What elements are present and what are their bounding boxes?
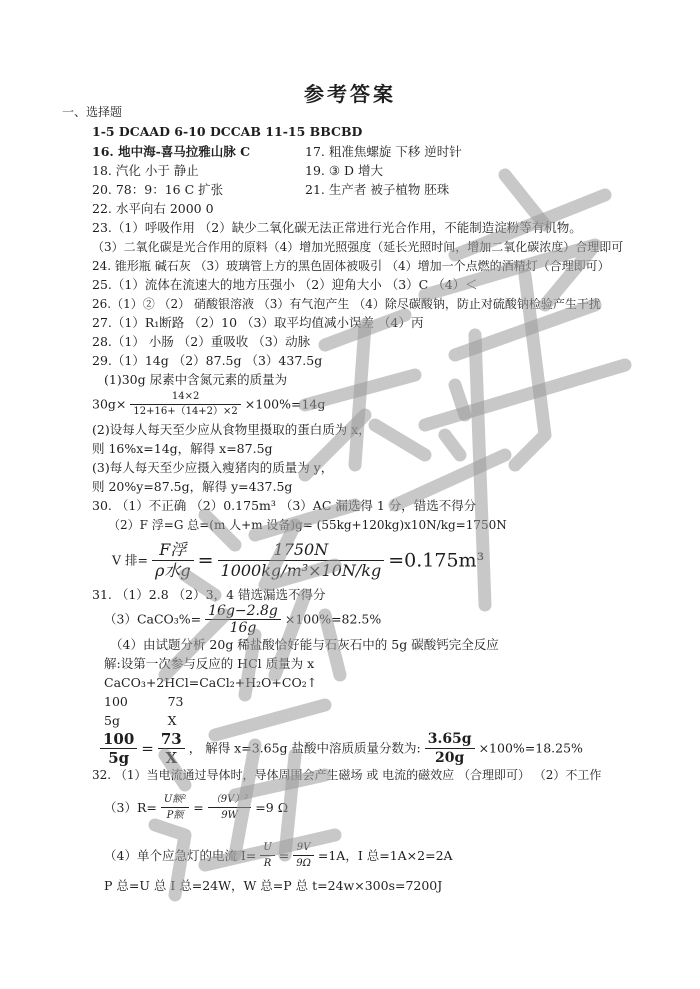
answer-30: 30. （1）不正确 （2）0.175m³ （3）AC 漏选得 1 分，错选不得分 (92, 498, 477, 513)
fraction-numerator: 3.65g (425, 730, 475, 749)
percent-prefix: （3）CaCO₃%= (104, 611, 202, 627)
page-title: 参考答案 (304, 82, 396, 106)
answer-26: 26.（1）② （2） 硝酸银溶液 （3）有气泡产生 （4）除尽碳酸钠，防止对硫酸钠检验产生干扰 (92, 297, 601, 311)
answer-18: 18. 汽化 小于 静止 (92, 163, 199, 178)
nitrogen-fraction (130, 390, 240, 419)
answer-31-amounts: 5g X (104, 713, 177, 728)
answer-17: 17. 粗准焦螺旋 下移 逆时针 (305, 144, 462, 159)
fraction-denominator: 1000kg/m³×10N/kg (220, 561, 382, 580)
answer-20: 20. 78：9：16 C 扩张 (92, 182, 224, 197)
percent-result: ×100%=82.5% (284, 611, 382, 627)
proportion-fraction-right (158, 730, 185, 767)
answer-31-equation: CaCO₃+2HCl=CaCl₂+H₂O+CO₂↑ (104, 675, 318, 690)
answer-28: 28.（1） 小肠 （2）重吸收 （3）动脉 (92, 334, 311, 349)
equals-sign: = (193, 800, 204, 815)
resistance-result: =9 Ω (255, 800, 289, 815)
answer-29-step1: (1)30g 尿素中含氮元素的质量为 (104, 372, 288, 387)
volume-fraction-numeric (218, 540, 385, 581)
answer-27: 27.（1）R₁断路 （2）10 （3）取平均值减小误差 （4）丙 (92, 315, 424, 330)
answer-29-step2-calc: 则 16%x=14g，解得 x=87.5g (92, 441, 273, 456)
answer-23-cont: （3）二氧化碳是光合作用的原料（4）增加光照强度（延长光照时间，增加二氧化碳浓度）合理即可 (92, 240, 624, 254)
answer-16 (92, 144, 250, 160)
answer-29-formula (92, 390, 325, 419)
answer-29-step3: (3)每人每天至少应摄入瘦猪肉的质量为 y， (92, 460, 334, 475)
fraction-numerator: 16g−2.8g (205, 603, 281, 620)
fraction-numerator: U (260, 840, 274, 856)
answer-31-setup: 解:设第一次参与反应的 HCl 质量为 x (104, 656, 315, 671)
volume-prefix: V 排= (112, 552, 148, 568)
answer-31-masses: 100 73 (104, 694, 184, 709)
proportion-fraction-left (100, 730, 137, 767)
answer-32-current (104, 840, 453, 871)
equals-sign: = (197, 549, 214, 572)
answer-23: 23.（1）呼吸作用 （2）缺少二氧化碳无法正常进行光合作用，不能制造淀粉等有机物。 (92, 220, 582, 235)
resistance-fraction-numeric (208, 792, 252, 823)
answer-19: 19. ③ D 增大 (305, 163, 384, 178)
answer-32-energy: P 总=U 总 I 总=24W，W 总=P 总 t=24w×300s=7200J (104, 878, 443, 893)
answer-31-percent (104, 603, 381, 636)
fraction-numerator: 14×2 (130, 390, 240, 405)
fraction-denominator: 5g (108, 749, 130, 767)
fraction-denominator: 16g (229, 620, 257, 636)
current-fraction-symbolic (260, 840, 274, 871)
fraction-numerator: （9V）² (208, 792, 252, 808)
answer-21: 21. 生产者 被子植物 胚珠 (305, 182, 450, 197)
fraction-numerator: F浮 (152, 540, 194, 561)
fraction-denominator: 9Ω (296, 858, 311, 869)
proportion-solution: ， 解得 x=3.65g 盐酸中溶质质量分数为: (188, 740, 421, 756)
formula-suffix: ×100%=14g (244, 396, 326, 412)
fraction-numerator: 9V (293, 840, 314, 856)
fraction-numerator: U额² (161, 792, 189, 808)
fraction-denominator: 12+16+（14+2）×2 (133, 406, 238, 417)
concentration-result: ×100%=18.25% (478, 740, 583, 756)
volume-result: =0.175m³ (388, 549, 485, 572)
fraction-denominator: 9W (221, 810, 238, 821)
answer-1-15: 1-5 DCAAD 6-10 DCCAB 11-15 BBCBD (92, 124, 363, 139)
answer-31-analysis: （4）由试题分析 20g 稀盐酸恰好能与石灰石中的 5g 碳酸钙完全反应 (110, 637, 499, 652)
answer-31-proportion (100, 730, 583, 767)
fraction-denominator: ρ水g (154, 561, 191, 580)
fraction-numerator: 1750N (218, 540, 385, 561)
fraction-denominator: 20g (435, 750, 465, 766)
current-result: =1A，I 总=1A×2=2A (317, 848, 453, 863)
concentration-fraction (425, 730, 475, 767)
volume-fraction-symbolic (152, 540, 194, 581)
equals-sign: = (278, 848, 290, 863)
equals-sign: = (141, 739, 154, 758)
answer-31: 31. （1）2.8 （2）3，4 错选漏选不得分 (92, 587, 326, 602)
formula-prefix: 30g× (92, 396, 127, 412)
answer-24: 24. 锥形瓶 碱石灰 （3）玻璃管上方的黑色固体被吸引 （4）增加一个点燃的酒精灯（合理即可） (92, 259, 610, 273)
resistance-fraction-symbolic (161, 792, 189, 823)
resistance-prefix: （3）R= (104, 800, 157, 815)
answer-29: 29.（1）14g （2）87.5g （3）437.5g (92, 353, 323, 368)
answer-16-text: 16. 地中海-喜马拉雅山脉 C (92, 144, 251, 159)
current-prefix: （4）单个应急灯的电流 I= (104, 848, 257, 863)
answer-22: 22. 水平向右 2000 0 (92, 201, 214, 216)
answer-25: 25.（1）流体在流速大的地方压强小 （2）迎角大小 （3）C （4）＜ (92, 277, 478, 292)
answer-29-step2: (2)设每人每天至少应从食物里摄取的蛋白质为 x， (92, 422, 371, 437)
fraction-numerator: 100 (100, 730, 137, 749)
fraction-denominator: R (263, 858, 272, 869)
answer-30-buoyancy: （2）F 浮=G 总=(m 人+m 设备)g= (55kg+120kg)x10N/kg=1750N (108, 518, 507, 532)
fraction-numerator: 73 (158, 730, 185, 749)
current-fraction-numeric (293, 840, 314, 871)
section-heading: 一、选择题 (62, 105, 123, 119)
caco3-fraction (205, 603, 281, 636)
answer-30-volume (112, 540, 484, 581)
fraction-denominator: X (165, 749, 178, 767)
answer-32-resistance (104, 792, 288, 823)
answer-29-step3-calc: 则 20%y=87.5g，解得 y=437.5g (92, 479, 293, 494)
fraction-denominator: P额 (166, 810, 184, 821)
answer-32: 32. （1）当电流通过导体时，导体周围会产生磁场 或 电流的磁效应 （合理即可） （2）不工作 (92, 768, 602, 782)
